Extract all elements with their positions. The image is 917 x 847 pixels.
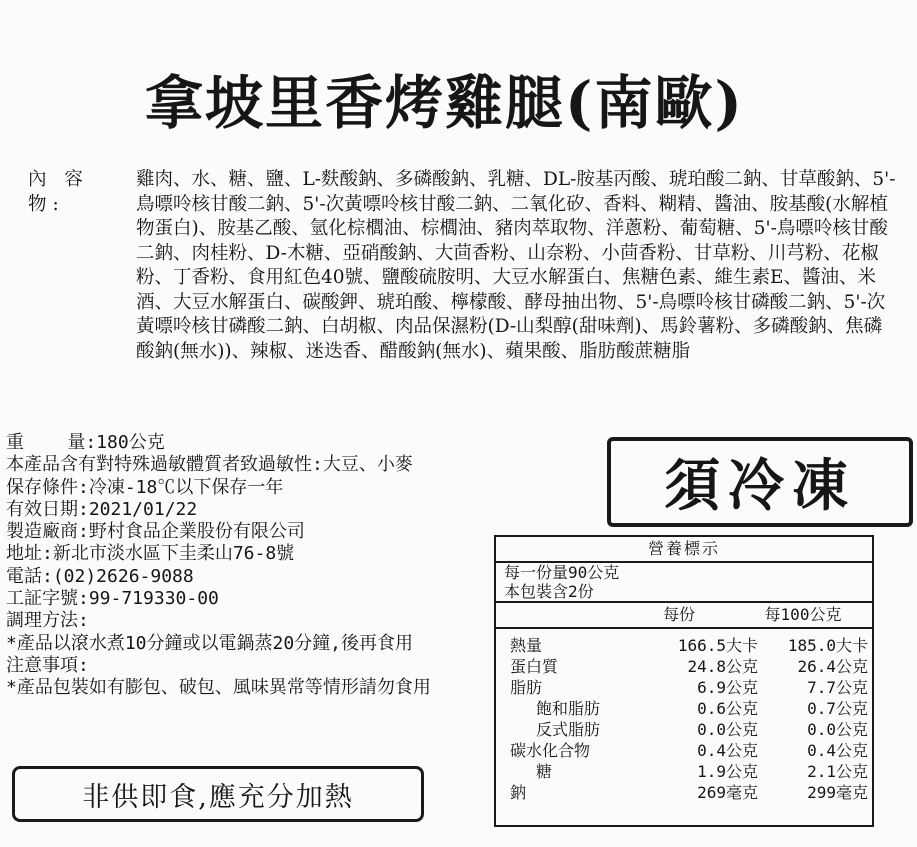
nutrient-per-serving: 6.9公克	[697, 678, 758, 697]
ingredients-label: 內 容 物:	[28, 169, 89, 215]
nutrition-title: 營養標示	[496, 537, 872, 563]
nutrition-row	[496, 782, 872, 803]
nutrient-name: 反式脂肪	[536, 720, 601, 739]
nutrient-per-serving: 0.0公克	[697, 720, 758, 739]
nutrition-row	[496, 719, 872, 740]
nutrient-per-100g: 7.7公克	[807, 678, 868, 697]
ingredients-section	[28, 168, 898, 364]
nutrient-name: 碳水化合物	[510, 741, 591, 760]
cooking-method-label: 調理方法:	[6, 610, 89, 632]
nutrient-name: 脂肪	[510, 678, 543, 697]
nutrient-per-100g: 185.0大卡	[787, 636, 868, 655]
nutrient-per-serving: 0.6公克	[697, 699, 758, 718]
nutrient-per-100g: 0.7公克	[807, 699, 868, 718]
nutrient-per-serving: 269毫克	[697, 783, 758, 802]
not-ready-to-eat-box: 非供即食,應充分加熱	[12, 766, 424, 822]
nutrition-row	[496, 635, 872, 656]
storage-conditions: 保存條件:冷凍-18℃以下保存一年	[6, 476, 284, 498]
nutrition-header-row	[496, 603, 872, 629]
nutrient-name: 熱量	[510, 636, 543, 655]
nutrient-per-serving: 24.8公克	[687, 657, 758, 676]
allergen-notice: 本產品含有對特殊過敏體質者致過敏性:大豆、小麥	[6, 454, 413, 476]
nutrition-row	[496, 761, 872, 782]
license-number: 工証字號:99-719330-00	[6, 588, 219, 610]
nutrient-name: 糖	[536, 762, 553, 781]
nutrient-name: 鈉	[510, 783, 527, 802]
nutrition-row	[496, 698, 872, 719]
nutrition-row	[496, 677, 872, 698]
ingredients-list: 雞肉、水、糖、鹽、L-麩酸鈉、多磷酸鈉、乳糖、DL-胺基丙酸、琥珀酸二鈉、甘草酸鈉、5'-鳥嘌呤核甘酸二鈉、5'-次黃嘌呤核甘酸二鈉、二氧化矽、香料、糊精、醬油、胺基酸(水解植物蛋白)、胺基乙酸、氫化棕櫚油、棕櫚油、豬肉萃取物、洋蔥粉、葡萄糖、5'-鳥嘌呤核甘酸二鈉、肉桂粉、D-木糖、亞硝酸鈉、大茴香粉、山奈粉、小茴香粉、甘草粉、川芎粉、花椒粉、丁香粉、食用紅色40號、鹽酸硫胺明、大豆水解蛋白、焦糖色素、維生素E、醬油、米酒、大豆水解蛋白、碳酸鉀、琥珀酸、檸檬酸、酵母抽出物、5'-鳥嘌呤核甘磷酸二鈉、5'-次黃嘌呤核甘磷酸二鈉、白胡椒、肉品保濕粉(D-山梨醇(甜味劑)、馬鈴薯粉、多磷酸鈉、焦磷酸鈉(無水))、辣椒、迷迭香、醋酸鈉(無水)、蘋果酸、脂肪酸蔗糖脂	[136, 169, 896, 362]
nutrient-per-100g: 0.0公克	[807, 720, 868, 739]
col-per-serving: 每份	[662, 605, 695, 624]
servings-per-package: 本包裝含2份	[496, 582, 872, 603]
nutrient-per-serving: 1.9公克	[697, 762, 758, 781]
expiry-date: 有效日期:2021/01/22	[6, 498, 198, 520]
keep-frozen-stamp: 須冷凍	[607, 437, 913, 527]
notice-text: *產品包裝如有膨包、破包、風味異常等情形請勿食用	[6, 677, 431, 699]
nutrition-row	[496, 740, 872, 761]
nutrient-per-serving: 0.4公克	[697, 741, 758, 760]
nutrient-per-100g: 0.4公克	[807, 741, 868, 760]
notice-label: 注意事項:	[6, 654, 89, 676]
nutrient-per-100g: 299毫克	[807, 783, 868, 802]
product-title: 拿坡里香烤雞腿(南歐)	[145, 69, 744, 137]
address: 地址:新北市淡水區下圭柔山76-8號	[6, 543, 295, 565]
nutrient-name: 飽和脂肪	[536, 699, 601, 718]
nutrition-facts-table	[494, 535, 874, 827]
phone: 電話:(02)2626-9088	[6, 565, 194, 587]
col-per-100g: 每100公克	[764, 605, 842, 624]
nutrient-name: 蛋白質	[510, 657, 559, 676]
cooking-method-text: *產品以滾水煮10分鐘或以電鍋蒸20分鐘,後再食用	[6, 632, 414, 654]
nutrient-per-100g: 26.4公克	[797, 657, 868, 676]
manufacturer: 製造廠商:野村食品企業股份有限公司	[6, 521, 305, 543]
net-weight: 重 量:180公克	[6, 432, 165, 453]
nutrition-row	[496, 656, 872, 677]
nutrient-per-serving: 166.5大卡	[677, 636, 758, 655]
serving-size: 每一份量90公克	[504, 563, 620, 582]
nutrient-per-100g: 2.1公克	[807, 762, 868, 781]
